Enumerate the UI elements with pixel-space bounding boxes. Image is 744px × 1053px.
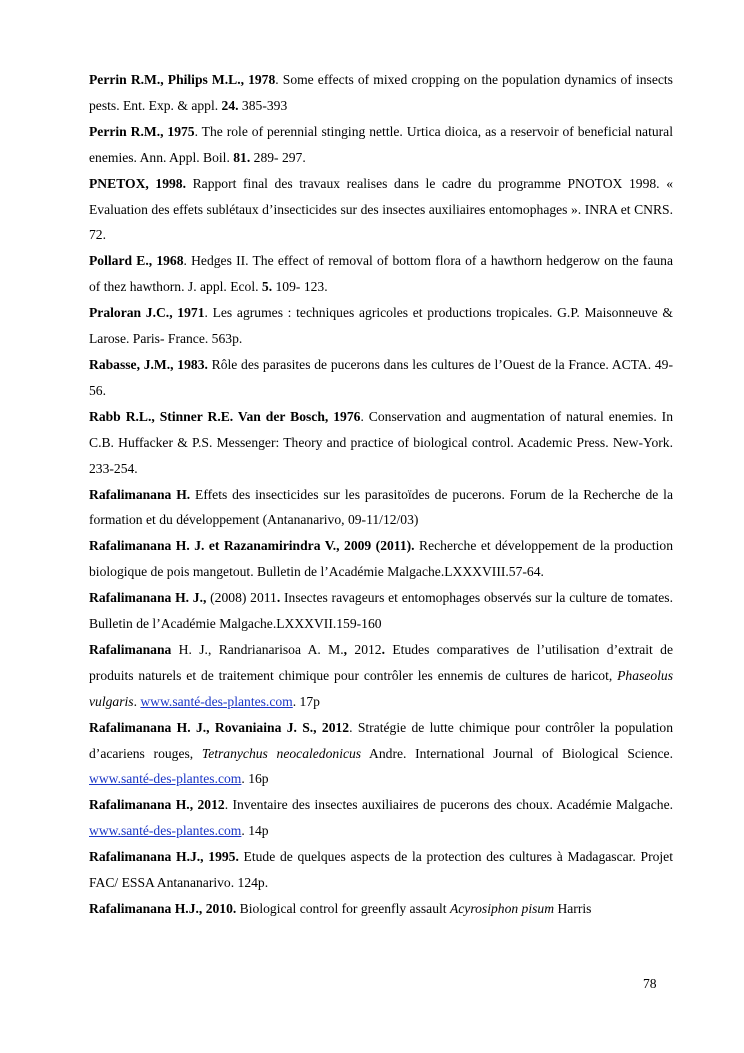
reference-text: . 14p — [241, 823, 269, 839]
reference-text: . Conservation and augmentation of natural enemies. In C.B. Huffacker & P.S. Messenger: Theory and practice of biological control. Academic Press. New-York. 233-254. — [89, 408, 674, 476]
reference-bold-text: Rafalimanana H.J., 2010. — [89, 901, 237, 916]
reference-text: Rapport final des travaux realises dans le cadre du programme PNOTOX 1998. « Evaluation des effets sublétaux d’insecticides sur des insectes auxiliaires entomophages ». INRA et CNRS. 72. — [89, 175, 673, 243]
reference-text: 109- 123. — [272, 279, 328, 295]
reference-text: . Stratégie de lutte chimique pour contrôler la population d’acariens rouges, — [89, 719, 673, 761]
reference-text: Harris — [554, 901, 592, 916]
reference-text: Rôle des parasites de pucerons dans les cultures de l’Ouest de la France. ACTA. 49-56. — [89, 356, 673, 398]
species-name: Phaseolus vulgaris — [89, 667, 673, 709]
page-number: 78 — [643, 976, 657, 991]
reference-text: Effets des insecticides sur les parasitoïdes de pucerons. Forum de la Recherche de la formation et du développement (Antananarivo, 09-11/12/03) — [89, 486, 673, 528]
reference-bold-text: Rafalimanana H. J., Rovaniaina J. S., 2012 — [89, 719, 350, 735]
reference-entry — [89, 715, 673, 793]
reference-bold-text: Rafalimanana H., 2012 — [89, 797, 225, 813]
reference-bold-text: Rafalimanana — [89, 641, 172, 657]
reference-bold-text: Praloran J.C., 1971 — [89, 305, 205, 321]
reference-link[interactable]: www.santé-des-plantes.com — [140, 693, 293, 709]
reference-bold-text: 5. — [261, 279, 273, 295]
reference-entry — [89, 352, 673, 404]
reference-entry — [89, 67, 673, 119]
reference-bold-text: . — [276, 590, 281, 606]
reference-bold-text: PNETOX, 1998. — [89, 175, 186, 191]
reference-entry — [89, 171, 673, 249]
reference-entry — [89, 482, 673, 534]
reference-bold-text: . — [381, 641, 386, 657]
reference-bold-text: , — [343, 641, 348, 657]
reference-bold-text: Rafalimanana H. J., — [89, 590, 207, 606]
reference-text: Biological control for greenfly assault — [236, 901, 450, 916]
reference-text: Etudes comparatives de l’utilisation d’extrait de produits naturels et de traitement chimique pour contrôler les ennemis de cultures de haricot, — [89, 641, 673, 683]
reference-entry — [89, 248, 673, 300]
reference-text: (2008) 2011 — [206, 590, 277, 606]
reference-text: . — [133, 693, 141, 709]
reference-text: Andre. International Journal of Biological Science. — [361, 745, 673, 761]
reference-entry — [89, 844, 673, 896]
reference-text: . 16p — [241, 771, 269, 787]
reference-text: Insectes ravageurs et entomophages observés sur la culture de tomates. Bulletin de l’Académie Malgache.LXXXVII.159-160 — [89, 590, 673, 632]
reference-text: . 17p — [292, 693, 320, 709]
reference-bold-text: Rafalimanana H.J., 1995. — [89, 849, 239, 865]
reference-text: Recherche et développement de la production biologique de pois mangetout. Bulletin de l’Académie Malgache.LXXXVIII.57-64. — [89, 538, 674, 580]
reference-bold-text: Rafalimanana H. — [89, 486, 191, 502]
reference-link[interactable]: www.santé-des-plantes.com — [89, 771, 242, 787]
reference-text: 2012 — [347, 641, 382, 657]
reference-bold-text: Rabb R.L., Stinner R.E. Van der Bosch, 1976 — [89, 408, 361, 424]
reference-bold-text: 24. — [221, 97, 239, 113]
reference-entry — [89, 896, 673, 922]
reference-entry — [89, 300, 673, 352]
reference-text: . Some effects of mixed cropping on the population dynamics of insects pests. Ent. Exp. & appl. — [89, 72, 673, 113]
reference-text: . Les agrumes : techniques agricoles et productions tropicales. G.P. Maisonneuve & Larose. Paris- France. 563p. — [89, 305, 673, 347]
reference-entry — [89, 792, 673, 844]
reference-bold-text: Rafalimanana H. J. et Razanamirindra V., 2009 (2011). — [89, 538, 415, 554]
reference-text: . Inventaire des insectes auxiliaires de pucerons des choux. Académie Malgache. — [224, 797, 674, 813]
reference-bold-text: Pollard E., 1968 — [89, 253, 184, 269]
reference-bold-text: Perrin R.M., 1975 — [89, 123, 195, 139]
reference-text: 289- 297. — [250, 149, 306, 165]
reference-bold-text: 81. — [233, 149, 251, 165]
reference-bold-text: Perrin R.M., Philips M.L., 1978 — [89, 72, 276, 87]
reference-entry — [89, 119, 673, 171]
reference-text: Etude de quelques aspects de la protection des cultures à Madagascar. Projet FAC/ ESSA Antananarivo. 124p. — [89, 849, 673, 891]
reference-text: 385-393 — [238, 97, 288, 113]
reference-list — [89, 67, 673, 922]
species-name: Acyrosiphon pisum — [449, 901, 555, 916]
reference-entry — [89, 585, 673, 637]
reference-bold-text: Rabasse, J.M., 1983. — [89, 356, 208, 372]
reference-entry — [89, 533, 673, 585]
reference-text: . Hedges II. The effect of removal of bottom flora of a hawthorn hedgerow on the fauna of thez hawthorn. J. appl. Ecol. — [89, 253, 673, 295]
species-name: Tetranychus neocaledonicus — [201, 745, 362, 761]
reference-text: H. J., Randrianarisoa A. M. — [171, 641, 344, 657]
reference-link[interactable]: www.santé-des-plantes.com — [89, 823, 242, 839]
reference-entry — [89, 637, 673, 715]
reference-entry — [89, 404, 673, 482]
reference-text: . The role of perennial stinging nettle. Urtica dioica, as a reservoir of beneficial natural enemies. Ann. Appl. Boil. — [89, 123, 673, 165]
